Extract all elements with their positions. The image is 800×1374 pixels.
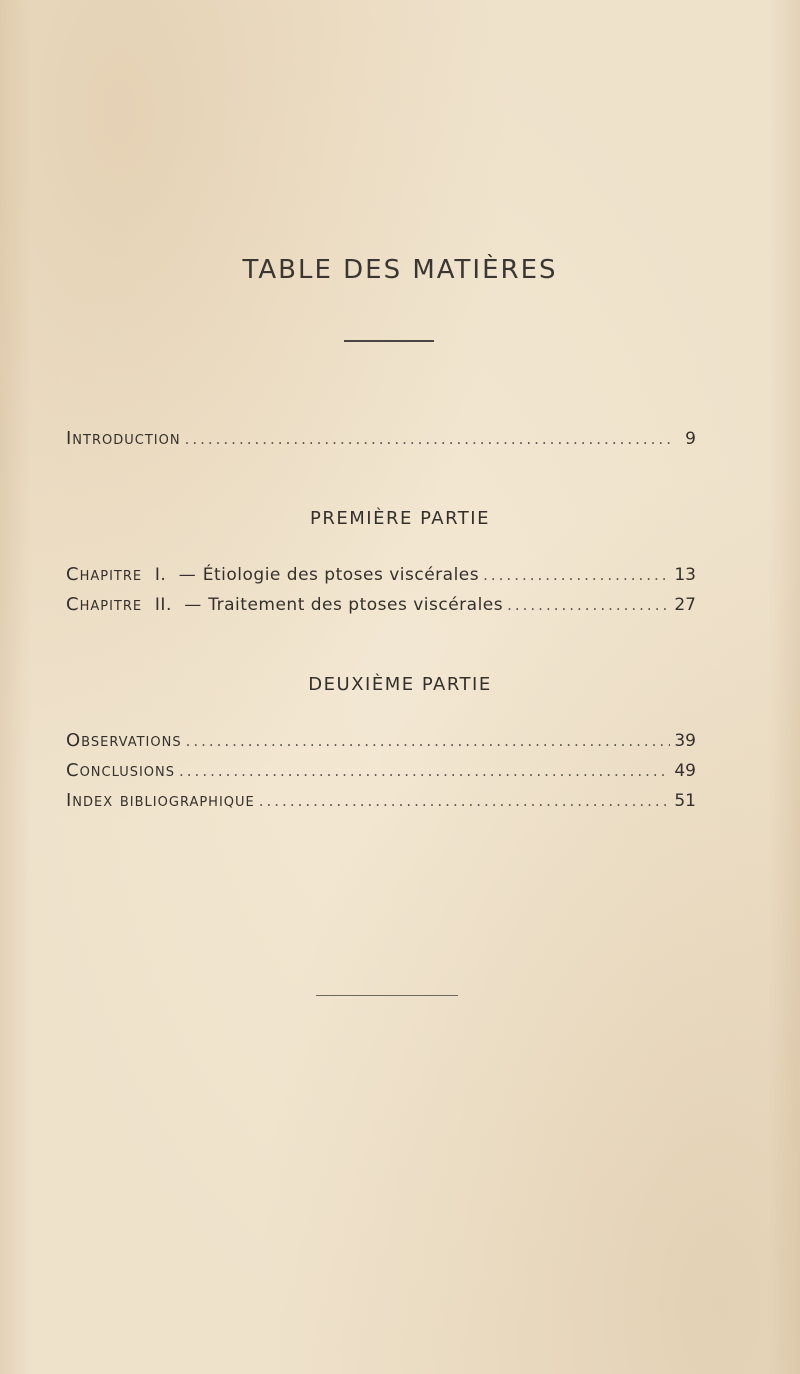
toc-entry-page: 39 (674, 731, 696, 751)
toc-entry-chapter-2 (66, 594, 696, 615)
chapter-title: Étiologie des ptoses viscérales (202, 565, 480, 585)
title-divider (344, 340, 434, 342)
chapter-dash: — (184, 595, 203, 615)
toc-entry-label: Index bibliographique (66, 790, 255, 811)
chapter-number: II. (154, 595, 172, 615)
toc-entry-page: 51 (674, 791, 696, 811)
dot-leader (185, 430, 670, 448)
chapter-prefix: Chapitre (66, 564, 143, 585)
toc-entry-page: 49 (674, 761, 696, 781)
chapter-number: I. (154, 565, 167, 585)
toc-entry-introduction (66, 428, 696, 449)
toc-entry-label: Conclusions (66, 760, 176, 781)
chapter-prefix: Chapitre (66, 594, 143, 615)
toc-entry-page: 13 (674, 565, 696, 585)
toc-entry-page: 9 (685, 429, 696, 449)
page-title: TABLE DES MATIÈRES (242, 255, 558, 285)
toc-entry-observations (66, 730, 696, 751)
dot-leader (507, 596, 670, 614)
toc-entry-label: Observations (66, 730, 182, 751)
part-heading-1: PREMIÈRE PARTIE (310, 508, 490, 529)
toc-entry-index (66, 790, 696, 811)
toc-entry-page: 27 (674, 595, 696, 615)
dot-leader (186, 732, 670, 750)
end-divider (316, 995, 458, 996)
toc-entry-conclusions (66, 760, 696, 781)
chapter-title: Traitement des ptoses viscérales (208, 595, 504, 615)
part-heading-2: DEUXIÈME PARTIE (308, 674, 492, 695)
dot-leader (483, 566, 670, 584)
chapter-dash: — (178, 565, 197, 585)
dot-leader (259, 792, 670, 810)
dot-leader (179, 762, 670, 780)
toc-entry-chapter-1 (66, 564, 696, 585)
toc-entry-label: Introduction (66, 428, 181, 449)
